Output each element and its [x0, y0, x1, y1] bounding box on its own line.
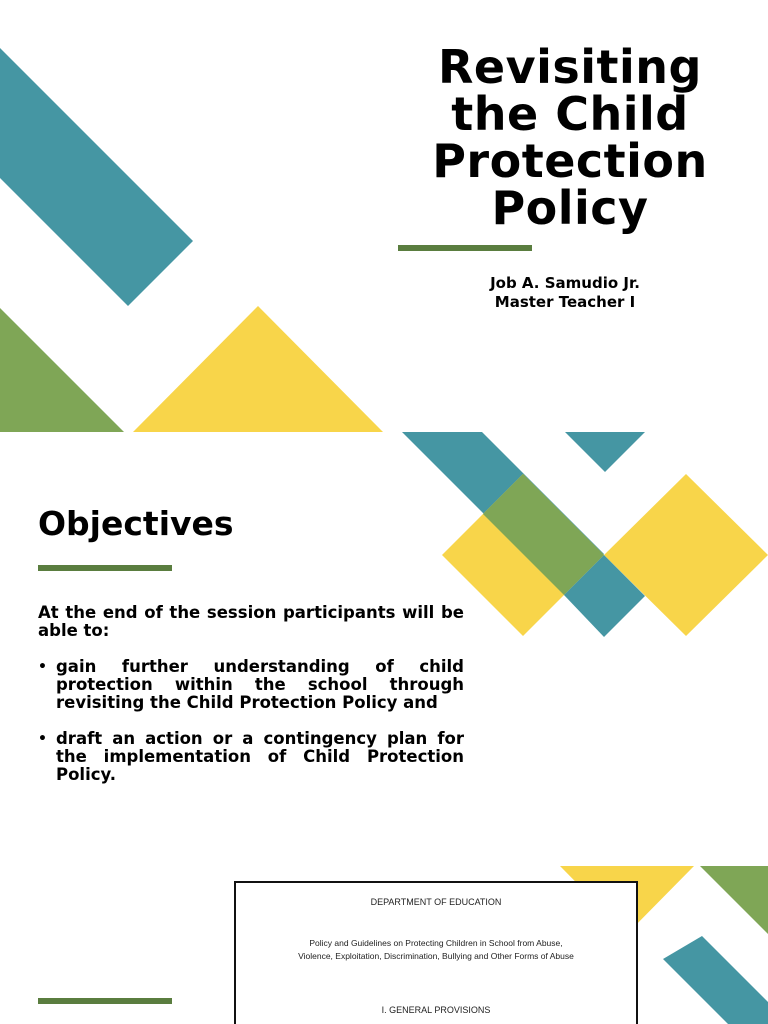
teal-diagonal-band	[0, 48, 193, 306]
objective-item	[38, 730, 464, 784]
document-department: DEPARTMENT OF EDUCATION	[370, 897, 502, 907]
author-name: Job A. Samudio Jr.	[490, 274, 640, 292]
green-triangle	[0, 308, 124, 432]
teal-small-triangle	[565, 432, 645, 472]
document-section-heading: I. GENERAL PROVISIONS	[381, 1005, 491, 1015]
author-role: Master Teacher I	[494, 293, 636, 311]
document-policy-title: Policy and Guidelines on Protecting Children in School from Abuse, Violence, Exploitation, Discrimination, Bullying and Other Forms of Abuse	[298, 938, 574, 961]
yellow-triangle	[133, 306, 383, 432]
objective-text: gain further understanding of child protection within the school through revisiting the Child Protection Policy and	[56, 657, 464, 712]
title-underline	[398, 245, 532, 251]
objectives-slide	[0, 432, 768, 864]
document-slide-underline	[38, 998, 172, 1004]
document-slide	[0, 864, 768, 1024]
objectives-list	[38, 658, 464, 802]
bullet-dot-icon: •	[38, 731, 47, 747]
bullet-dot-icon: •	[38, 659, 47, 675]
presentation-title: Revisiting the Child Protection Policy	[432, 40, 708, 235]
green-triangle-top-right	[700, 866, 768, 934]
teal-diagonal-band	[663, 936, 768, 1024]
title-slide	[0, 0, 768, 432]
objectives-heading: Objectives	[38, 504, 234, 543]
author-block	[440, 274, 690, 312]
objectives-intro: At the end of the session participants will be able to:	[38, 603, 464, 640]
objectives-underline	[38, 565, 172, 571]
objective-text: draft an action or a contingency plan for the implementation of Child Protection Policy.	[56, 729, 464, 784]
objective-item	[38, 658, 464, 712]
policy-document-image	[234, 881, 638, 1024]
